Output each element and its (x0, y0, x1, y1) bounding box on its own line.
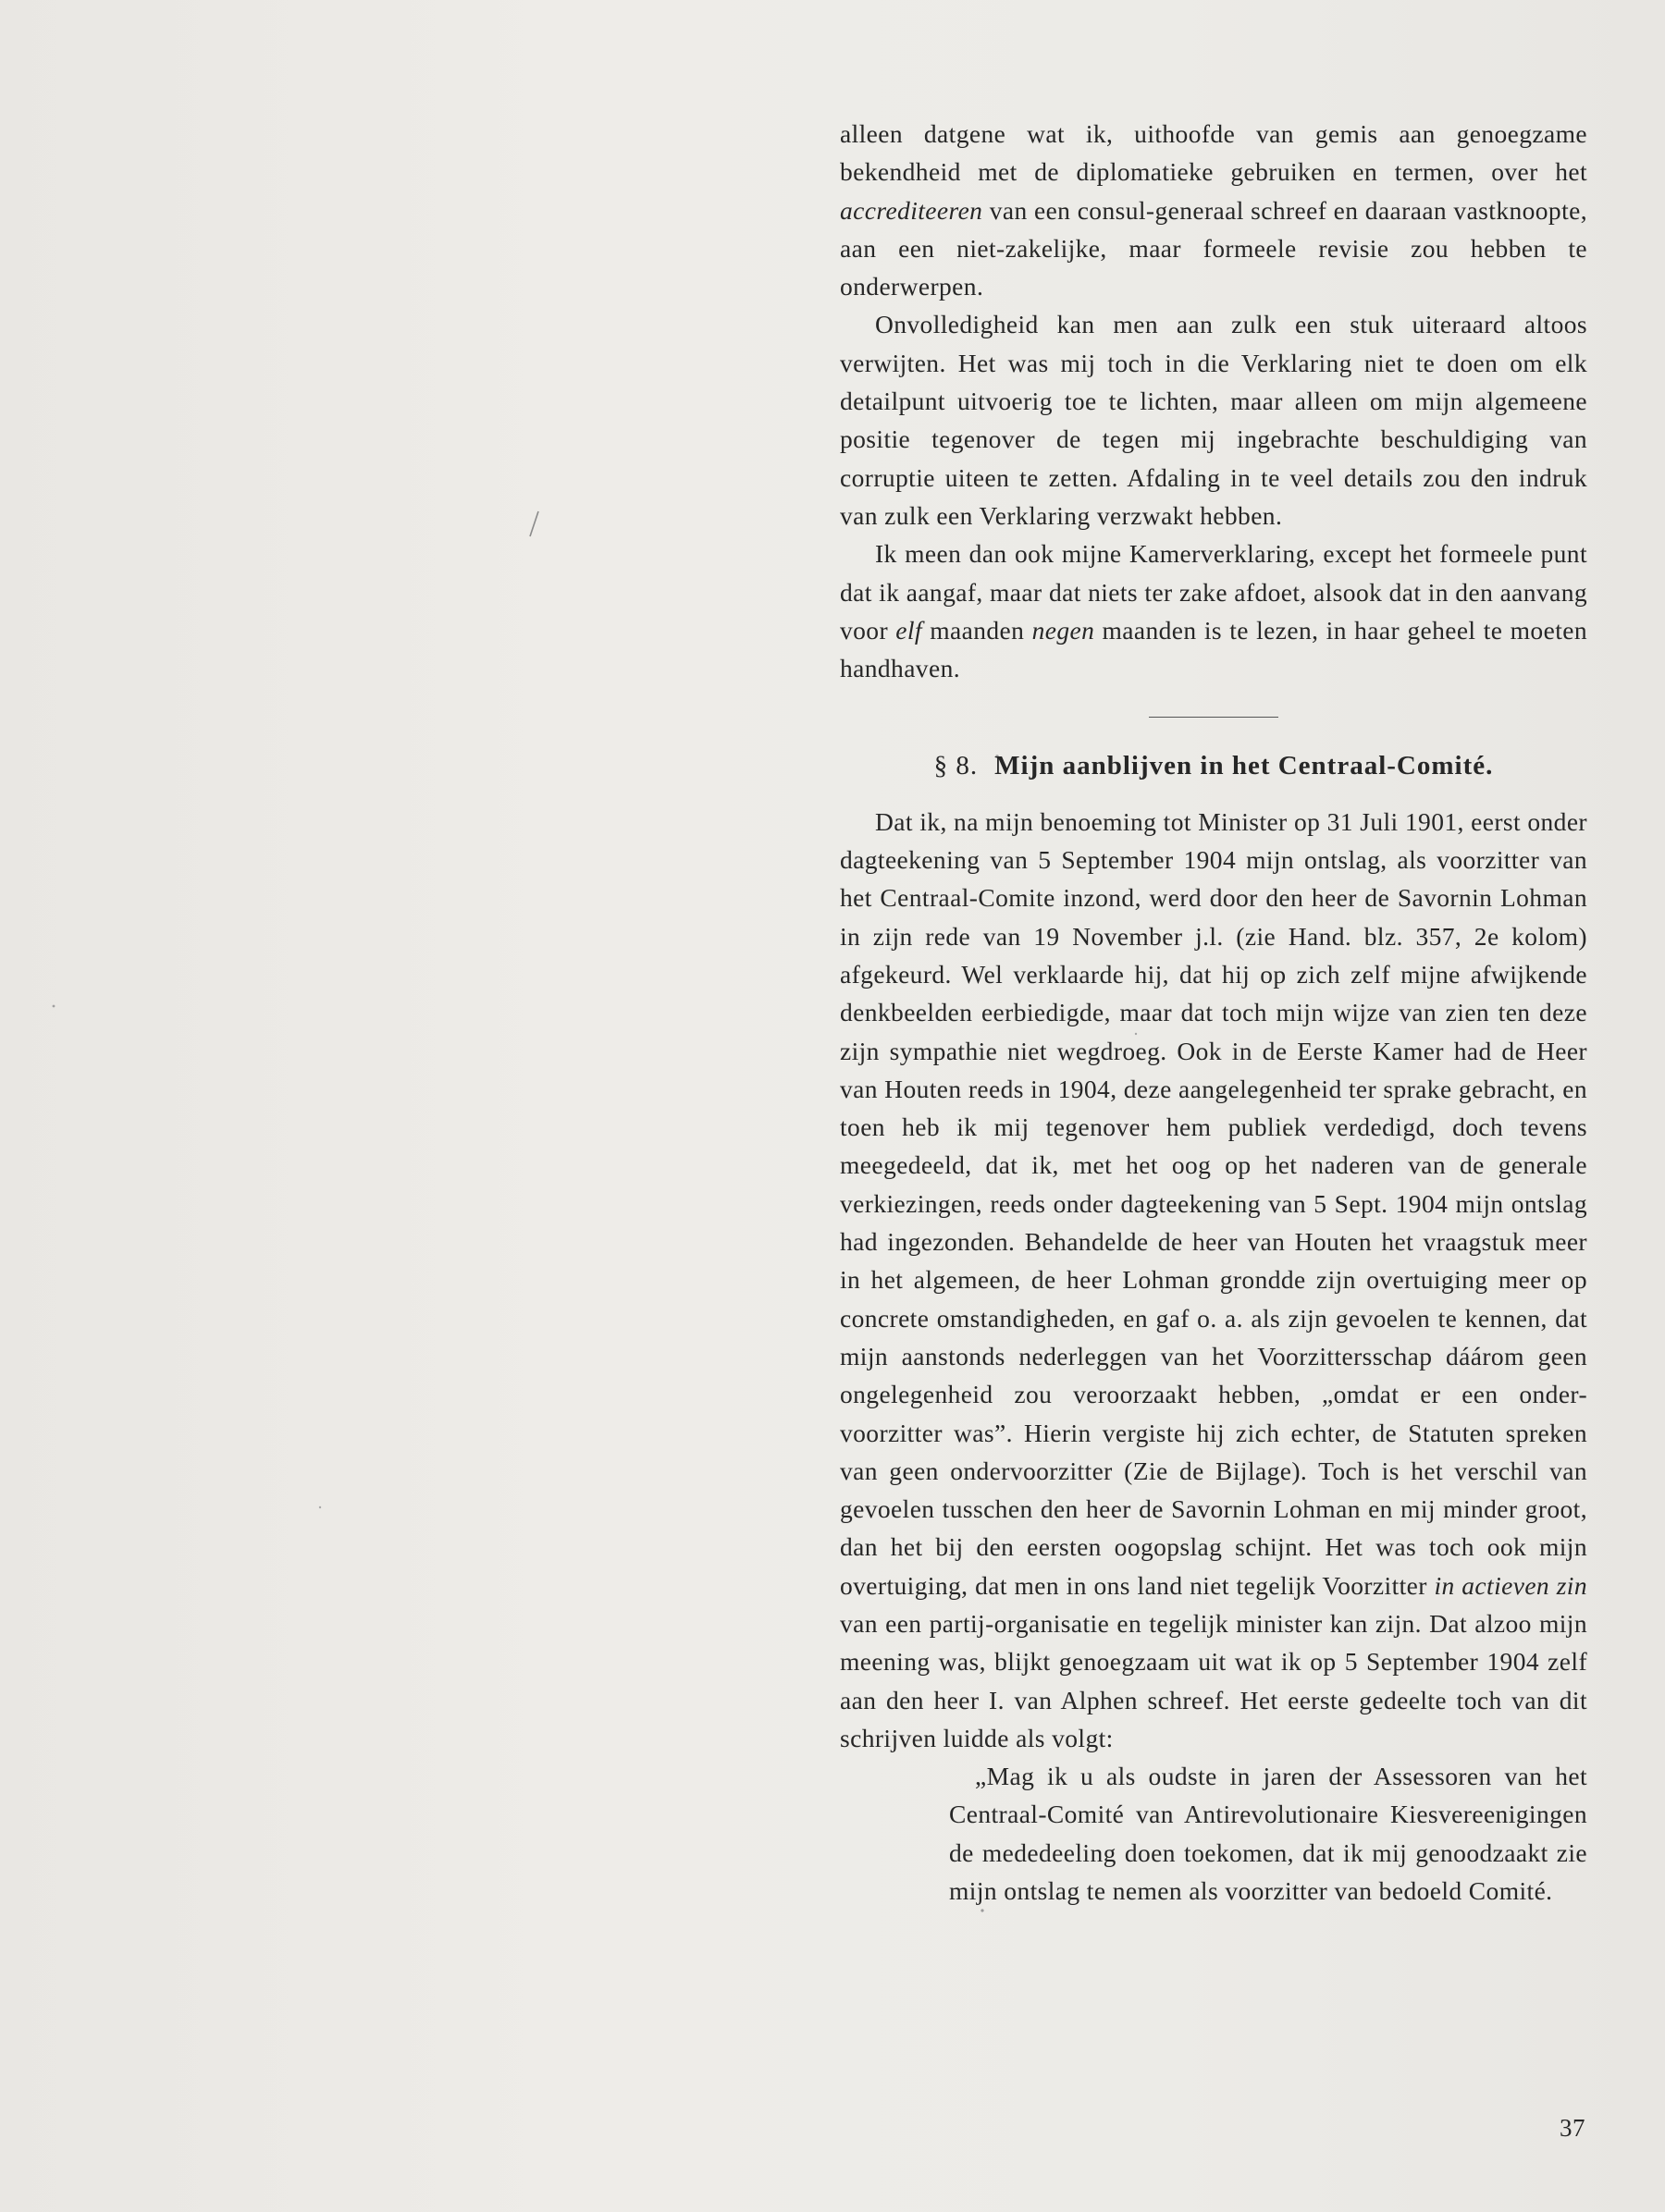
scan-speck (319, 1506, 321, 1508)
text-run: Ik meen dan ook mijne Kamerverklaring, except het formeele punt dat ik aangaf, maar dat niets ter zake afdoet, alsook dat in den aanvang voor (840, 539, 1587, 645)
paragraph-incompleteness: Onvolledigheid kan men aan zulk een stuk uiteraard altoos verwijten. Het was mij toch in die Verklaring niet te doen om elk detailpunt uitvoerig toe te lichten, maar alleen om mijn algemeene positie tegenover de tegen mij ingebrachte beschuldiging van corruptie uiteen te zetten. Afdaling in te veel details zou den indruk van zulk een Verklaring verzwakt hebben. (840, 310, 1587, 530)
italic-term: accrediteeren (840, 195, 983, 225)
page-number: 37 (1560, 2114, 1585, 2142)
text-run: Dat ik, na mijn benoeming tot Minister op 31 Juli 1901, eerst onder dagteekening van 5 September 1904 mijn ontslag, als voorzitter van het Centraal-Comite inzond, werd door den heer de Savornin Lohman in zijn rede van 19 November j.l. (zie Hand. blz. 357, 2e kolom) afgekeurd. Wel verklaarde hij, dat hij op zich zelf mijne afwijkende denkbeelden eerbiedigde, maar dat toch mijn wijze van zien ten deze zijn sympathie niet wegdroeg. Ook in de Eerste Kamer had de Heer van Houten reeds in 1904, deze aangelegenheid ter sprake gebracht, en toen heb ik mij tegenover hem publiek verdedigd, doch tevens meegedeeld, dat ik, met het oog op het naderen van de generale verkiezingen, reeds onder dagteekening van 5 Sept. 1904 mijn ontslag had ingezonden. Behandelde de heer van Houten het vraagstuk meer in het algemeen, de heer Lohman grondde zijn overtuiging meer op concrete omstandigheden, en gaf o. a. als zijn gevoelen te kennen, dat mijn aanstonds nederleggen van het Voorzittersschap dáárom geen ongelegenheid zou veroorzaakt hebben, „omdat er een onder-voorzitter was”. Hierin vergiste hij zich echter, de Statuten spreken van geen ondervoorzitter (Zie de Bijlage). Toch is het verschil van gevoelen tusschen den heer de Savornin Lohman en mij minder groot, dan het bij den eersten oogopslag schijnt. Het was toch ook mijn overtuiging, dat men in ons land niet tegelijk Voorzitter (840, 806, 1587, 1600)
italic-word: negen (1031, 615, 1095, 645)
section-number: § 8. (933, 751, 979, 781)
quote-paragraph: „Mag ik u als oudste in jaren der Assessoren van het Centraal-Comité van Antirevolutionaire Kiesvereenigingen de mededeeling doen toekomen, dat ik mij genoodzaakt zie mijn ontslag te nemen als voorzitter van bedoeld Comité. (949, 1762, 1587, 1906)
text-run: maanden (921, 615, 1032, 645)
italic-phrase: in actieven zin (1434, 1570, 1587, 1600)
scan-speck (53, 1005, 56, 1008)
italic-word: elf (895, 615, 922, 645)
section-title: Mijn aanblijven in het Centraal-Comité. (994, 751, 1494, 781)
text-run: alleen datgene wat ik, uithoofde van gemis aan genoegzame bekendheid met de diplomatieke gebruiken en termen, over het (840, 119, 1587, 187)
section-heading (840, 747, 1587, 785)
scan-mark (530, 511, 538, 536)
text-run: van een consul-generaal schreef en daaraan vastknoopte, aan een niet-zakelijke, maar formeele revisie zou hebben te onderwerpen. (840, 195, 1587, 301)
paragraph-maintain-statement (840, 535, 1587, 687)
text-run: van een partij-organisatie en tegelijk minister kan zijn. Dat alzoo mijn meening was, blijkt genoegzaam uit wat ik op 5 September 1904 zelf aan den heer I. van Alphen schreef. Het eerste gedeelte toch van dit schrijven luidde als volgt: (840, 1608, 1587, 1752)
section-divider (1149, 717, 1278, 718)
letter-quote (949, 1757, 1587, 1910)
text-run: maanden is te lezen, in haar geheel te moeten handhaven. (840, 615, 1587, 683)
paragraph-centraal-comite (840, 803, 1587, 1757)
text-column (840, 115, 1587, 1910)
paragraph-revision (840, 115, 1587, 305)
